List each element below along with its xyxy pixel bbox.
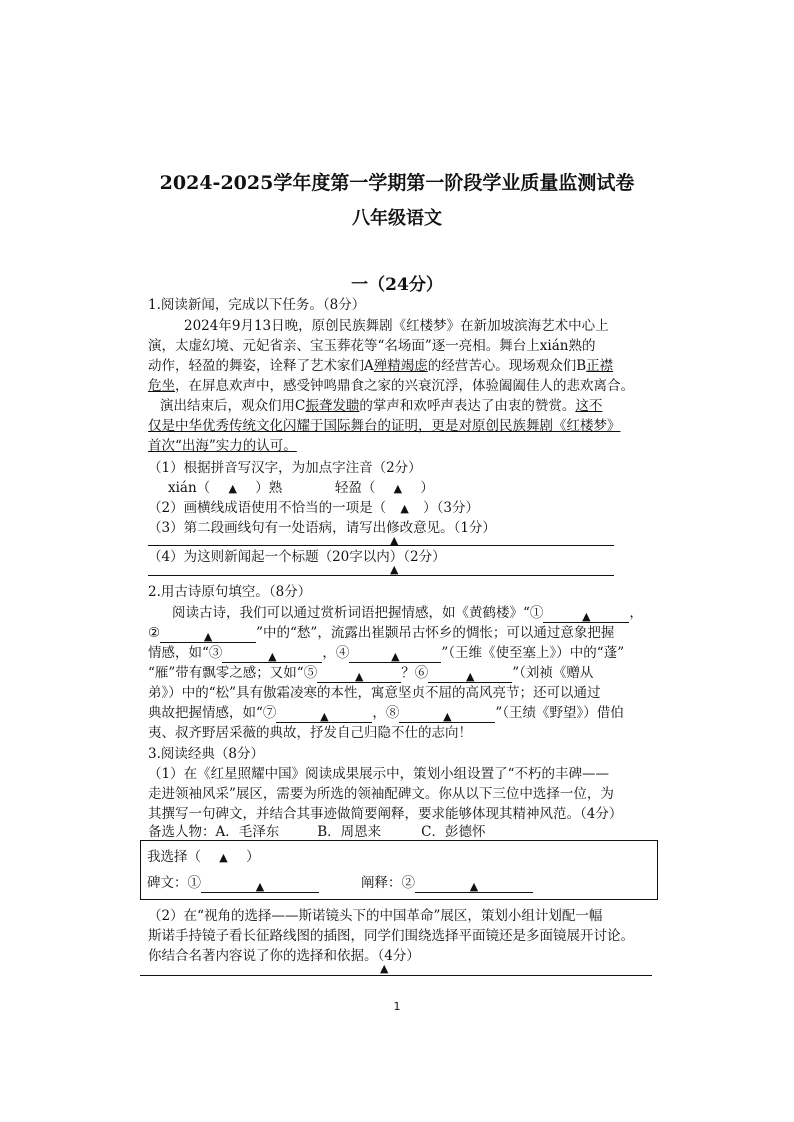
exam-subtitle: 八年级语文 xyxy=(352,208,442,229)
answer-triangle-icon: ▲ xyxy=(582,610,591,623)
q2-line: “雁”带有飘零之感；又如“⑤ ▲ ？⑥ ▲ ”（刘祯《赠从 xyxy=(148,665,594,683)
exam-title: 2024-2025学年度第一学期第一阶段学业质量监测试卷 xyxy=(159,172,635,194)
fill-blank[interactable] xyxy=(543,606,629,623)
section-heading: 一（24分） xyxy=(351,275,443,295)
answer-triangle-icon: ▲ xyxy=(255,880,265,893)
q2-line: ② ▲ ”中的“愁”，流露出崔颢吊古怀乡的惆怅；可以通过意象把握 xyxy=(148,625,615,643)
q1-subquestion-1-blanks: xián（ ▲ ）熟 轻盈（ ▲ ） xyxy=(168,480,434,496)
answer-line[interactable] xyxy=(148,575,614,576)
q2-line: 情感，如“③ ▲ ，④ ▲ ”（王维《使至塞上》）中的“蓬” xyxy=(148,645,625,663)
answer-triangle-icon[interactable]: ▲ xyxy=(219,851,228,864)
answer-triangle-icon: ▲ xyxy=(320,710,329,723)
candidate-option: A．毛泽东 xyxy=(215,824,280,840)
q1-paragraph-line: 动作，轻盈的舞姿，诠释了艺术家们A殚精竭虑的经营苦心。现场观众们B正襟 xyxy=(148,358,614,374)
answer-triangle-icon[interactable]: ▲ xyxy=(400,502,409,515)
answer-line[interactable] xyxy=(148,545,614,546)
q3-stem: 3.阅读经典（8分） xyxy=(148,746,264,762)
underlined-sentence: 首次“出海”实力的认可。 xyxy=(148,438,297,454)
choice-line: 我选择（ ▲ ） xyxy=(147,849,260,865)
fill-blank[interactable] xyxy=(428,666,512,683)
q1-stem: 1.阅读新闻，完成以下任务。（8分） xyxy=(148,297,366,313)
q2-line: 弟》）中的“松”具有傲霜凌寒的本性，寓意坚贞不屈的高风亮节；还可以通过 xyxy=(148,685,601,701)
q3-sub1-line: 其撰写一句碑文，并结合其事迹做简要阐释，要求能够体现其精神风范。（4分） xyxy=(148,806,623,822)
candidate-list: 备选人物：A．毛泽东 B．周恩来 C．彭德怀 xyxy=(148,824,486,840)
answer-triangle-icon: ▲ xyxy=(465,670,475,683)
fill-blank[interactable] xyxy=(349,646,441,663)
answer-triangle-icon[interactable]: ▲ xyxy=(393,482,403,495)
q1-paragraph-line: 演出结束后，观众们用C振聋发聩的掌声和欢呼声表达了由衷的赞赏。这不 xyxy=(160,398,603,414)
explanation-blank[interactable] xyxy=(415,876,533,893)
q2-line: 典故把握情感，如“⑦ ▲ ，⑧ ▲ ”（王绩《野望》）借伯 xyxy=(148,705,624,723)
answer-triangle-icon[interactable]: ▲ xyxy=(380,962,389,975)
candidate-option: C．彭德怀 xyxy=(421,824,486,840)
answer-triangle-icon: ▲ xyxy=(391,650,400,663)
answer-triangle-icon[interactable]: ▲ xyxy=(390,563,399,576)
fill-blank[interactable] xyxy=(276,706,372,723)
q1-subquestion-3: （3）第二段画线句有一处语病，请写出修改意见。（1分） xyxy=(148,520,496,536)
underlined-sentence: 仅是中华优秀传统文化闪耀于国际舞台的证明，更是对原创民族舞剧《红楼梦》 xyxy=(148,418,621,434)
fill-blank[interactable] xyxy=(317,666,401,683)
q1-paragraph-line: 2024年9月13日晚，原创民族舞剧《红楼梦》在新加坡滨海艺术中心上 xyxy=(184,318,609,334)
page-number: 1 xyxy=(393,1000,401,1013)
answer-triangle-icon: ▲ xyxy=(469,880,479,893)
q2-stem: 2.用古诗原句填空。（8分） xyxy=(148,584,312,600)
underlined-sentence: 这不 xyxy=(575,398,603,414)
fill-blank[interactable] xyxy=(222,646,322,663)
q2-line: 阅读古诗，我们可以通过赏析词语把握情感，如《黄鹤楼》“① ▲ ， xyxy=(172,605,643,623)
q3-sub2-line: （2）在“视角的选择——斯诺镜头下的中国革命”展区，策划小组计划配一幅 xyxy=(148,908,603,924)
fill-blank[interactable] xyxy=(160,626,256,643)
candidate-option: B．周恩来 xyxy=(317,824,382,840)
idiom-a: 殚精竭虑 xyxy=(373,358,428,374)
inscription-line: 碑文：① ▲ xyxy=(147,873,319,893)
fill-blank[interactable] xyxy=(399,706,495,723)
answer-triangle-icon: ▲ xyxy=(354,670,364,683)
answer-triangle-icon: ▲ xyxy=(203,630,213,643)
answer-triangle-icon: ▲ xyxy=(268,650,277,663)
q3-sub1-line: 走进领袖风采”展区，需要为所选的领袖配碑文。你从以下三位中选择一位，为 xyxy=(148,786,614,802)
idiom-c: 振聋发聩 xyxy=(305,398,360,414)
q1-subquestion-2: （2）画横线成语使用不恰当的一项是（ ▲ ）（3分） xyxy=(148,500,479,516)
answer-box xyxy=(140,840,658,900)
answer-triangle-icon: ▲ xyxy=(443,710,452,723)
idiom-b: 正襟 xyxy=(586,358,614,374)
explanation-line: 阐释：② ▲ xyxy=(361,873,533,893)
q1-subquestion-1: （1）根据拼音写汉字，为加点字注音（2分） xyxy=(148,460,422,476)
q1-subquestion-4: （4）为这则新闻起一个标题（20字以内）（2分） xyxy=(148,549,446,565)
answer-triangle-icon[interactable]: ▲ xyxy=(228,482,237,495)
q1-paragraph-line: 危坐，在屏息欢声中，感受钟鸣鼎食之家的兴衰沉浮，体验阖阖佳人的悲欢离合。 xyxy=(148,378,634,394)
q3-sub2-line: 斯诺手持镜子看长征路线图的插图，同学们围绕选择平面镜还是多面镜展开讨论。 xyxy=(148,928,634,944)
answer-line[interactable] xyxy=(140,975,652,976)
q3-sub2-line: 你结合名著内容说了你的选择和依据。（4分） xyxy=(148,948,420,964)
inscription-blank[interactable] xyxy=(201,876,319,893)
q2-line: 夷、叔齐野居采薇的典故，抒发自己归隐不仕的志向！ xyxy=(148,725,472,741)
q1-paragraph-line: 演，太虚幻境、元妃省亲、宝玉葬花等“名场面”逐一亮相。舞台上xián熟的 xyxy=(148,338,596,354)
q3-sub1-line: （1）在《红星照耀中国》阅读成果展示中，策划小组设置了“不朽的丰碑—— xyxy=(148,766,609,782)
idiom-b-continued: 危坐 xyxy=(148,378,175,394)
answer-triangle-icon[interactable]: ▲ xyxy=(390,534,399,547)
